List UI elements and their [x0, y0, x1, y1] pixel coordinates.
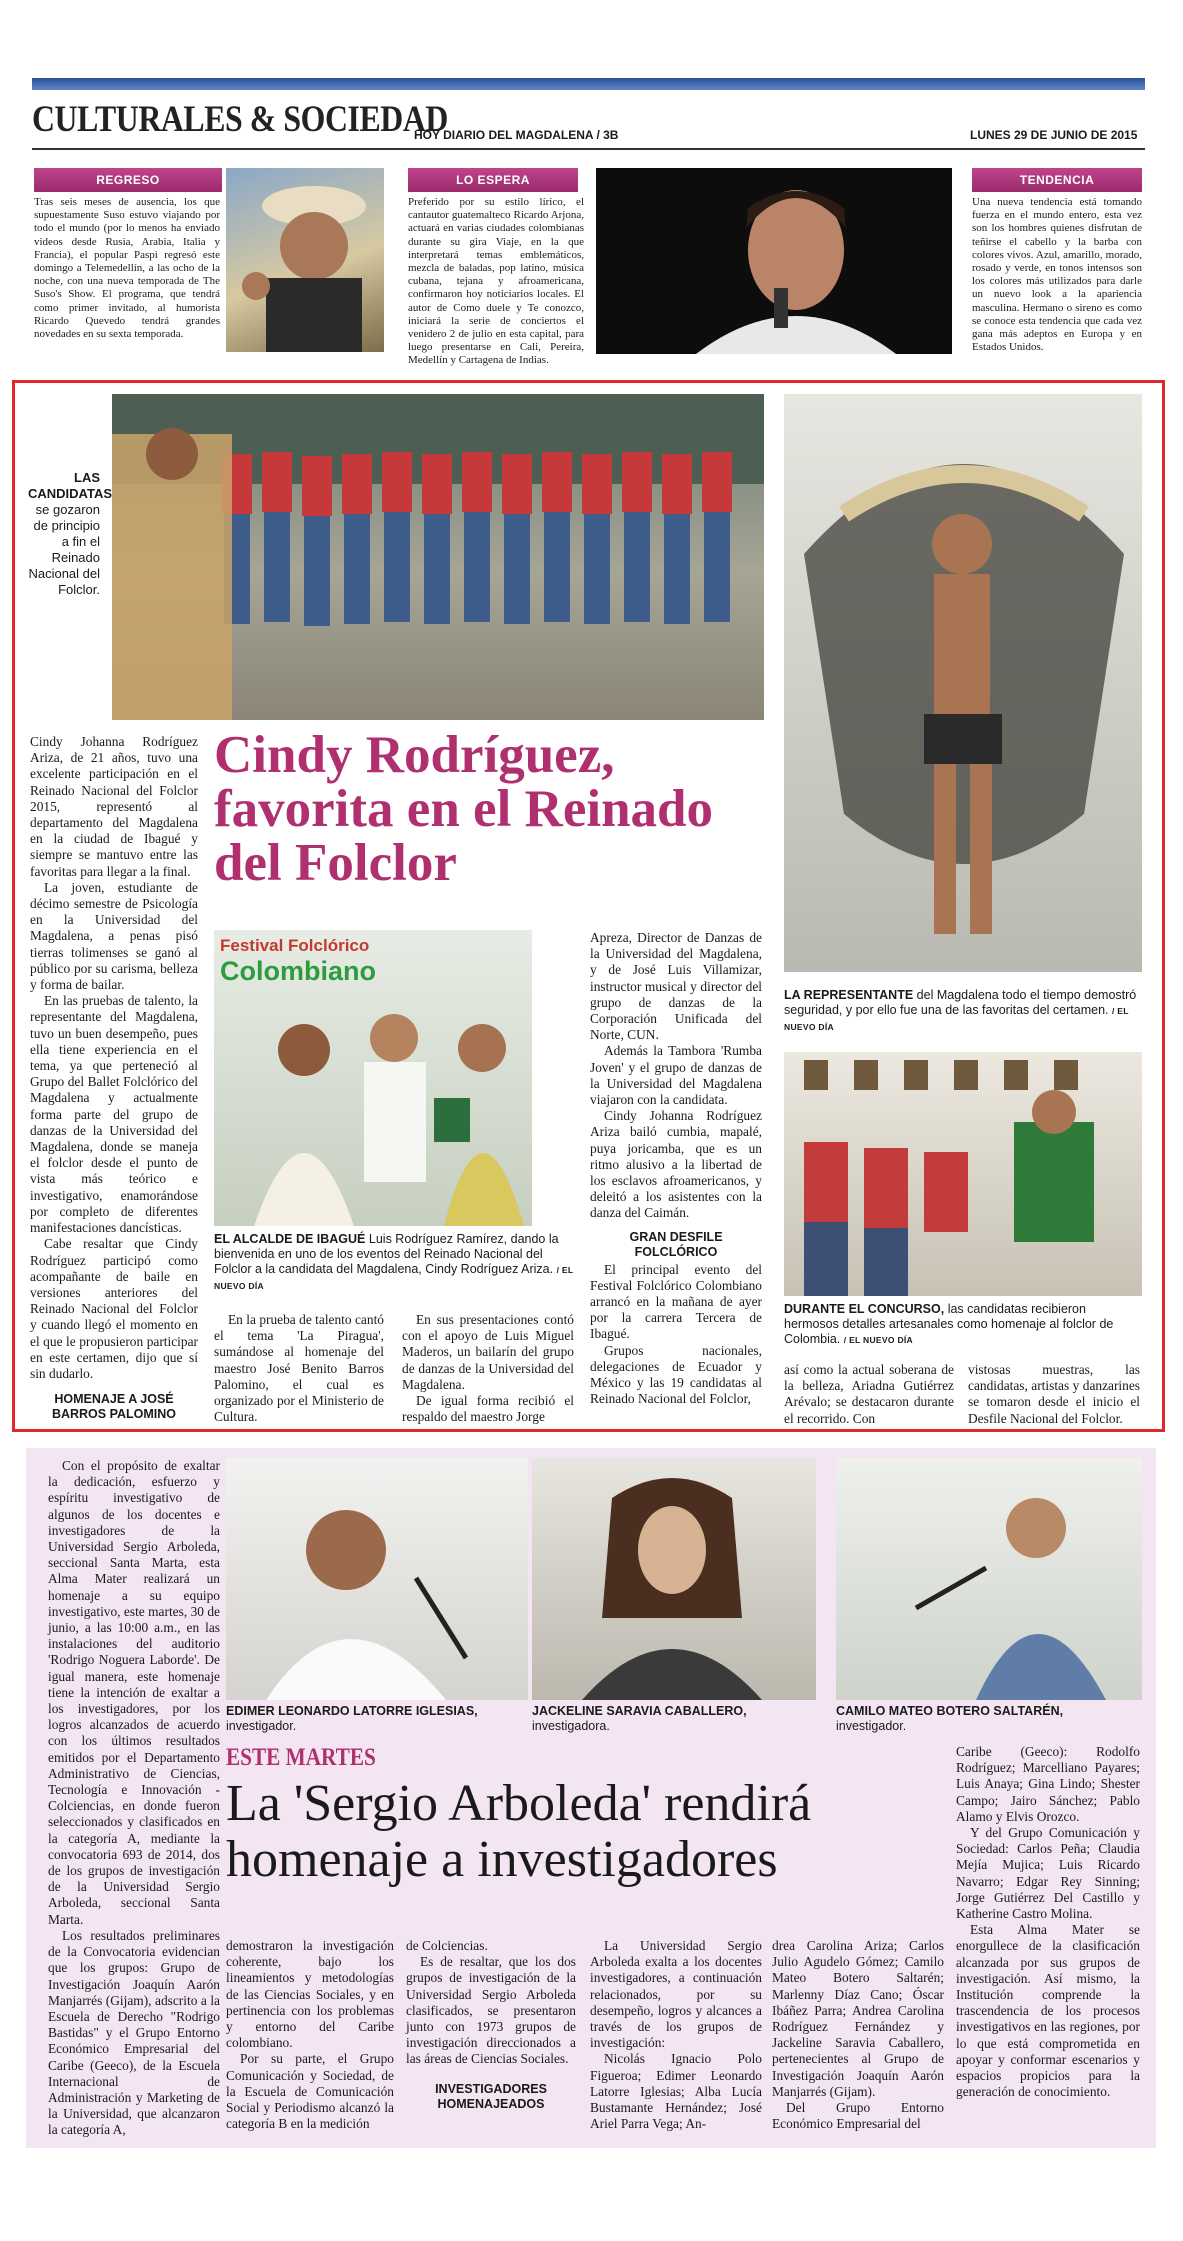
story1-headline: Cindy Rodríguez, favorita en el Reinado del Folclor [214, 726, 714, 892]
story2-right-p1: Caribe (Geeco): Rodolfo Rodríguez; Marcelliano Payares; Luis Anaya; Gina Lindo; Shester Campo; Jairo Sánchez; Pablo Alamo y Elvis Orozco. [956, 1744, 1140, 1824]
story2-b1-p1: demostraron la investigación coherente, bajo los lineamientos y metodologías de las Ciencias Sociales, y en pertinencia con los problemas y entorno del Caribe colombiano. [226, 1938, 394, 2051]
brief-tag-lo-espera: LO ESPERA [408, 168, 578, 192]
photo-suso [226, 168, 384, 352]
story2-b4-p1: drea Carolina Ariza; Carlos Julio Agudelo Gómez; Camilo Mateo Botero Saltarén; Marlenny Díaz Cano; Óscar Ibáñez Parra; Andrea Carolina Rodríguez Fernández y Jackeline Saravia Caballero, pertenecientes al Grupo de Investigación Joaquín Aarón Manjarrés (Gijam). [772, 1938, 944, 2099]
story1-col4-p3: Cindy Johanna Rodríguez Ariza bailó cumbia, mapalé, puya joricamba, que es un ritmo alusivo a la libertad de los esclavos afroamericanos, y deleitó a los asistentes con la danza del Caimán. [590, 1108, 762, 1221]
story1-col4-p5: Grupos nacionales, delegaciones de Ecuador y México y las 19 candidatas al Reinado Nacional del Folclor, [590, 1342, 762, 1407]
story1-col3 [402, 1312, 574, 1425]
section-title: CULTURALES & SOCIEDAD [32, 99, 448, 140]
contest-caption-text: las candidatas recibieron hermosos detalles artesanales como homenaje al folclor de Colombia. [784, 1302, 1114, 1346]
photo-candidates-group [112, 394, 764, 720]
candidates-caption-bold: LAS CANDIDATAS [28, 470, 113, 501]
story2-b2-p1: de Colciencias. [406, 1938, 488, 1953]
story1-col3-p1: En sus presentaciones contó con el apoyo de Luis Miguel Maderos, un bailarín del grupo de danzas de la Universidad del Magdalena. [402, 1312, 574, 1392]
story1-col1 [30, 734, 198, 1422]
mayor-illustration [214, 930, 532, 1226]
story2-b3-p2: Nicolás Ignacio Polo Figueroa; Edimer Leonardo Latorre Iglesias; Alba Lucía Bustamante Hernández; José Ariel Parra Vega; An- [590, 2051, 762, 2132]
paper-name: HOY DIARIO DEL MAGDALENA / 3B [414, 128, 619, 142]
representative-caption-bold: LA REPRESENTANTE [784, 988, 914, 1002]
story1-col1-p1: Cindy Johanna Rodríguez Ariza, de 21 años, tuvo una excelente participación en el Reinado Nacional del Folclor 2015, representó al departamento del Magdalena en la ciudad de Ibagué y siempre se mantuvo entre las favoritas para llegar a la final. [30, 734, 198, 879]
candidates-caption-text: se gozaron de principio a fin el Reinado Nacional del Folclor. [28, 502, 100, 597]
caption-jackeline-text: investigadora. [532, 1719, 610, 1733]
brief-regreso-text: Tras seis meses de ausencia, los que supuestamente Suso estuvo viajando por todo el mundo (por lo menos ha enviado videos desde Rusia, Arabia, Italia y Francia), el popular Paspi regresó este domingo a Telemedellín, a las ocho de la noche, con una nueva temporada de The Suso's Show. El programa, que tendrá como primer invitado, al humorista Ricardo Quevedo tendrá grandes novedades en su sexta temporada. [34, 196, 220, 341]
story1-col4-p2: Además la Tambora 'Rumba Joven' y el grupo de danzas de la Universidad del Magdalena viajaron con la candidata. [590, 1043, 762, 1108]
photo-credit: / EL NUEVO DÍA [843, 1335, 913, 1345]
candidates-illustration [112, 394, 764, 720]
photo-representative-costume [784, 394, 1142, 972]
edimer-illustration [226, 1458, 528, 1700]
caption-camilo-text: investigador. [836, 1719, 907, 1733]
camilo-illustration [836, 1458, 1142, 1700]
desfile-subhead: GRAN DESFILE FOLCLÓRICO [629, 1229, 723, 1259]
story1-col4 [590, 930, 762, 1407]
story2-kicker: ESTE MARTES [226, 1744, 376, 1771]
story1-col5 [784, 1362, 954, 1427]
story1-col1-p2: La joven, estudiante de décimo semestre de Psicología en la Universidad del Magdalena, a penas pisó tierras tolimenses se ganó al público por su carisma, belleza y forma de bailar. [30, 879, 198, 993]
photo-jackeline-saravia [532, 1458, 816, 1700]
costume-illustration [784, 394, 1142, 972]
caption-edimer [226, 1704, 526, 1734]
story2-b2-p2: Es de resaltar, que los dos grupos de investigación de la Universidad Sergio Arboleda clasificados, se presentaron junto con 1973 grupos de investigación direccionados a las áreas de Ciencias Sociales. [406, 1954, 576, 2067]
story1-col4-p1: Apreza, Director de Danzas de la Universidad del Magdalena, y de José Luis Villamizar, instructor musical y director del grupo de danzas de la Corporación Unificada del Norte, CUN. [590, 930, 762, 1043]
jackeline-illustration [532, 1458, 816, 1700]
representative-caption [784, 988, 1142, 1035]
brief-tag-tendencia: TENDENCIA [972, 168, 1142, 192]
photo-credit: / EL NUEVO DÍA [214, 1265, 574, 1291]
story2-col-b3 [590, 1938, 762, 2132]
contest-caption-bold: DURANTE EL CONCURSO, [784, 1302, 945, 1316]
mayor-caption-bold: EL ALCALDE DE IBAGUÉ [214, 1232, 366, 1246]
brief-lo-espera-text: Preferido por su estilo lírico, el cantautor guatemalteco Ricardo Arjona, actuará en varias ciudades colombianas durante su gira Viaje, en la que interpretará temas emblemáticos, mezcla de baladas, pop latino, música cubana, tejana y afroamericana, confirmaron hoy noticiarios locales. El autor de Como duele y Te conozco, iniciará la serie de conciertos el venidero 2 de julio en esta capital, para luego presentarse en Cali, Pereira, Medellín y Cartagena de Indias. [408, 196, 584, 367]
photo-edimer-latorre [226, 1458, 528, 1700]
story1-col1-p4: Cabe resaltar que Cindy Rodríguez participó como acompañante de baile en versiones anteriores del Reinado Nacional del Folclor y cuando llegó el momento en el que le propusieron participar en este certamen, dijo que sí sin dudarlo. [30, 1236, 198, 1381]
story1-col5-p1: así como la actual soberana de la belleza, Ariadna Gutiérrez Arévalo; se destacaron durante el recorrido. Con [784, 1362, 954, 1426]
banner-festival-line1: Festival Folclórico [220, 936, 370, 955]
masthead-top-bar [32, 78, 1145, 90]
homenajeados-subhead: INVESTIGADORES HOMENAJEADOS [435, 2081, 547, 2111]
suso-illustration [226, 168, 384, 352]
brief-tag-regreso: REGRESO [34, 168, 222, 192]
mayor-caption [214, 1232, 574, 1294]
photo-arjona [596, 168, 952, 354]
story1-col4-p4: El principal evento del Festival Folclórico Colombiano arrancó en la mañana de ayer por la carrera Tercera de Ibagué. [590, 1261, 762, 1342]
story2-intro-col [48, 1458, 220, 2139]
story1-col6-p1: vistosas muestras, las candidatas, artistas y danzarines se tomaron desde el inicio el Desfile Nacional del Folclor. [968, 1362, 1140, 1426]
photo-mayor [214, 930, 532, 1226]
caption-camilo [836, 1704, 1136, 1734]
arjona-illustration [596, 168, 952, 354]
caption-jackeline-bold: JACKELINE SARAVIA CABALLERO, [532, 1704, 747, 1718]
story1-col3-p2: De igual forma recibió el respaldo del maestro Jorge [402, 1393, 574, 1425]
caption-edimer-text: investigador. [226, 1719, 297, 1733]
story2-col-b2 [406, 1938, 576, 2112]
caption-edimer-bold: EDIMER LEONARDO LATORRE IGLESIAS, [226, 1704, 478, 1718]
story2-b4-p2: Del Grupo Entorno Económico Empresarial del [772, 2100, 944, 2132]
story2-col-b1 [226, 1938, 394, 2132]
caption-camilo-bold: CAMILO MATEO BOTERO SALTARÉN, [836, 1704, 1064, 1718]
story1-col1-p3: En las pruebas de talento, la representante del Magdalena, tuvo un buen desempeño, pues ella tiene experiencia en el tema, ya que perteneció al Grupo del Ballet Folclórico del Magdalena y actualmente forma parte del grupo de danzas de la Universidad del Magdalena, donde se maneja el folclor desde el punto de vista más teórico e investigativo, enamorándose por completo de diferentes manifestaciones dancísticas. [30, 993, 198, 1236]
contest-illustration [784, 1052, 1142, 1296]
story1-col2 [214, 1312, 384, 1425]
story1-col2-p1: En la prueba de talento cantó el tema 'La Piragua', sumándose al homenaje del maestro José Benito Barros Palomino, el cual es organizado por el Ministerio de Cultura. [214, 1312, 384, 1425]
representative-caption-text: del Magdalena todo el tiempo demostró seguridad, y por ello fue una de las favoritas del certamen. [784, 988, 1137, 1017]
story2-col-b4 [772, 1938, 944, 2132]
contest-caption [784, 1302, 1142, 1348]
photo-credit: / EL NUEVO DÍA [784, 1006, 1129, 1032]
story2-right-p2: Y del Grupo Comunicación y Sociedad: Carlos Peña; Claudia Mejía Mujica; Luis Ricardo Navarro; Edgar Rey Sinning; Jorge Gutiérrez Del Castillo y Katherine Castro Molina. [956, 1825, 1140, 1922]
story2-intro-p1: Con el propósito de exaltar la dedicación, esfuerzo y espíritu investigativo de algunos de los docentes e investigadores de la Universidad Sergio Arboleda, seccional Santa Marta, esta Alma Mater realizará un homenaje a su equipo investigativo, este martes, 30 de junio, a las 10:00 a.m., en las instalaciones del auditorio 'Rodrigo Noguera Laborde'. De igual manera, este homenaje tiene la intención de exaltar a los investigadores, por los logros alcanzados de acuerdo con los últimos resultados emitidos por el Departamento Administrativo de Ciencias, Tecnología e Innovación - Colciencias, en donde fueron seleccionados y clasificados en la categoría A, mediante la convocatoria 693 de 2014, dos de los grupos de investigación de la Universidad Sergio Arboleda, seccional Santa Marta. [48, 1458, 220, 1927]
story2-b1-p2: Por su parte, el Grupo Comunicación y Sociedad, de la Escuela de Comunicación Social y Periodismo alcanzó la categoría B en la medición [226, 2051, 394, 2132]
story1-col6 [968, 1362, 1140, 1427]
story2-intro-p2: Los resultados preliminares de la Convocatoria evidencian que los grupos: Grupo de Investigación Joaquín Aarón Manjarrés (Gijam), adscrito a la Escuela de Derecho "Rodrigo Bastidas" y el Grupo Entorno Económico Empresarial del Caribe (Geeco), de la Escuela Internacional de Administración y Marketing de la Universidad, que alcanzaron la categoría A, [48, 1927, 220, 2138]
photo-camilo-botero [836, 1458, 1142, 1700]
candidates-side-caption [28, 470, 113, 598]
mayor-caption-text: Luis Rodríguez Ramírez, dando la bienvenida en uno de los eventos del Reinado Nacional del Folclor a la candidata del Magdalena, Cindy Rodríguez Ariza. [214, 1232, 559, 1276]
brief-tendencia-text: Una nueva tendencia está tomando fuerza en el mundo entero, esta vez son los hombres quienes disfrutan de teñirse el cabello y la barba con colores vivos. Azul, amarillo, morado, rosado y verde, en tonos intensos son los colores más utilizados para darle un nuevo look a la apariencia masculina. Hermano o sireno es como se conoce esta tendencia que cada vez gana más adeptos en Europa y en Estados Unidos. [972, 196, 1142, 354]
issue-date: LUNES 29 DE JUNIO DE 2015 [970, 128, 1138, 142]
story2-right-col [956, 1744, 1140, 2100]
caption-jackeline [532, 1704, 822, 1734]
story2-headline: La 'Sergio Arboleda' rendirá homenaje a investigadores [226, 1775, 812, 1888]
masthead-rule [32, 148, 1145, 150]
banner-festival-line2: Colombiano [220, 956, 376, 986]
story2-b3-p1: La Universidad Sergio Arboleda exalta a los docentes investigadores, a continuación relacionados, por su desempeño, logros y alcances a través de los grupos de investigación: [590, 1938, 762, 2051]
photo-contest [784, 1052, 1142, 1296]
homenaje-subhead: HOMENAJE A JOSÉ BARROS PALOMINO [51, 1392, 177, 1422]
story2-right-p3: Esta Alma Mater se enorgullece de la clasificación alcanzada por sus grupos de investigación. Así mismo, la Institución comprende la trascendencia de los procesos investigativos en las regiones, por lo que está comprometida en apoyar y conformar escenarios y espacios propicios para la generación de conocimiento. [956, 1922, 1140, 2100]
